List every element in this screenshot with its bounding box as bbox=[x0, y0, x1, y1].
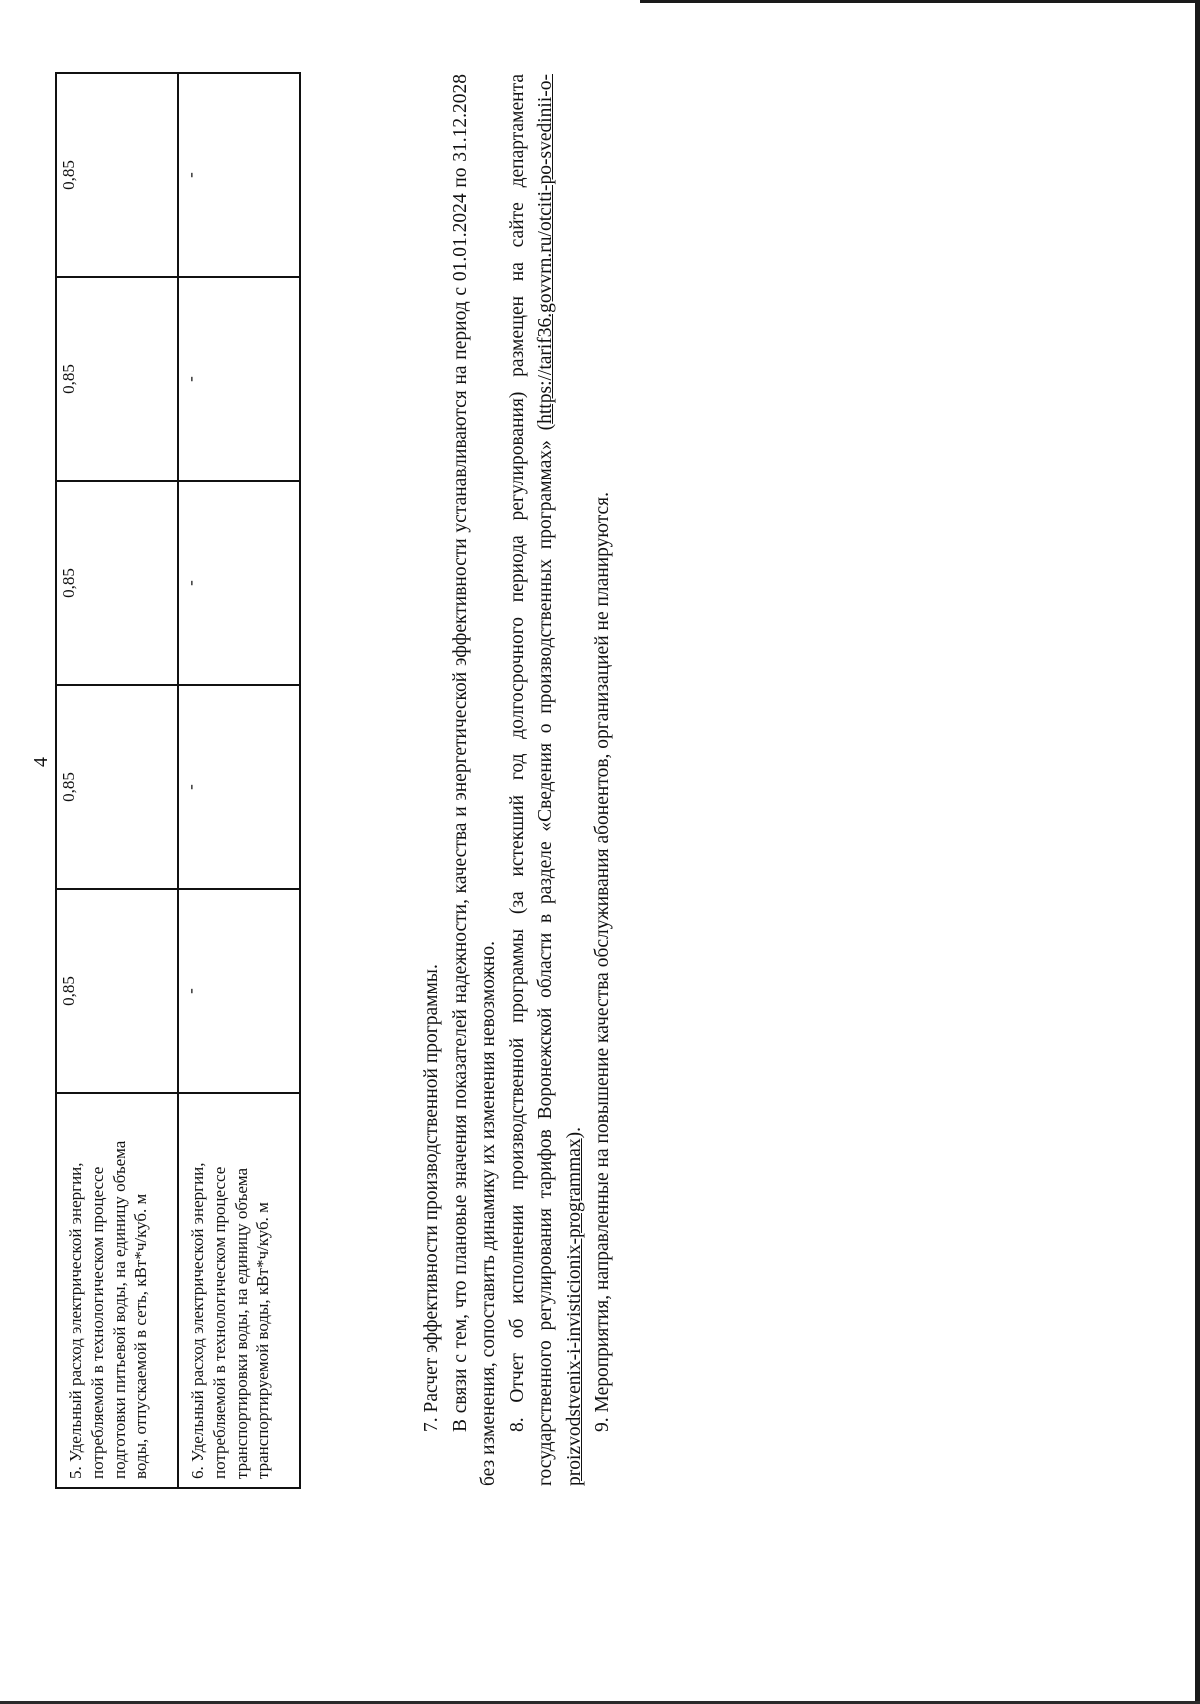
table-row bbox=[178, 73, 300, 1488]
section-9-paragraph: 9. Мероприятия, направленные на повышение качества обслуживания абонентов, организацией не планируются. bbox=[592, 492, 613, 1432]
indicator-value: 0,85 bbox=[56, 277, 178, 481]
table-row bbox=[56, 73, 178, 1488]
indicator-value: 0,85 bbox=[56, 481, 178, 685]
indicator-value: 0,85 bbox=[56, 685, 178, 889]
section-7-heading: 7. Расчет эффективности производственной программы. bbox=[421, 964, 442, 1432]
indicator-value: - bbox=[178, 889, 300, 1093]
indicator-value: - bbox=[178, 73, 300, 277]
indicator-label: 5. Удельный расход электрической энергии, потребляемой в технологическом процессе подготовки питьевой воды, на единицу объема воды, отпускаемой в сеть, кВт*ч/куб. м bbox=[56, 1093, 178, 1488]
section-8-text-end: ). bbox=[563, 1126, 585, 1139]
section-7-paragraph: В связи с тем, что плановые значения показателей надежности, качества и энергетической эффективности устанавливаются на период с 01.01.2024 по 31.12.2028 без изменения, сопоставить динамику их изменения невозможно. bbox=[449, 74, 499, 1486]
section-8-paragraph bbox=[504, 74, 590, 1486]
indicator-value: 0,85 bbox=[56, 889, 178, 1093]
page-number: 4 bbox=[30, 757, 52, 767]
indicators-table bbox=[55, 72, 301, 1489]
indicator-value: - bbox=[178, 277, 300, 481]
indicator-value: 0,85 bbox=[56, 73, 178, 277]
document-body bbox=[418, 74, 618, 1486]
section-8-text: 8. Отчет об исполнении производственной программы (за истекший год долгосрочного периода регулирования) размещен на сайте департамента государственного регулирования тарифов Воронежской области в разделе «Сведения о производственных программах» ( bbox=[506, 74, 556, 1486]
indicator-value: - bbox=[178, 481, 300, 685]
indicator-label: 6. Удельный расход электрической энергии, потребляемой в технологическом процессе транспортировки воды, на единицу объема транспортируемой воды, кВт*ч/куб. м bbox=[178, 1093, 300, 1488]
tariff-site-link[interactable]: https://tarif36.govvrn.ru/otciti-po-svedinii-o-proizvodstvenix-i-invisticionix-programmax bbox=[535, 74, 585, 1486]
indicator-value: - bbox=[178, 685, 300, 889]
